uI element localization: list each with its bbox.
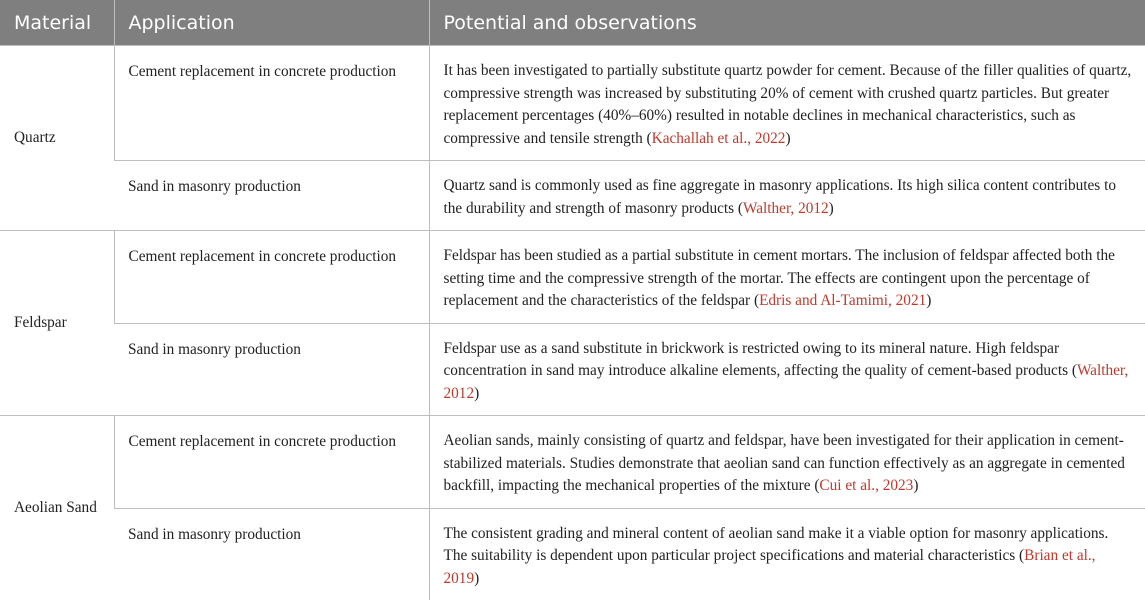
header-application: Application — [114, 0, 429, 46]
observation-text: The consistent grading and mineral content of aeolian sand make it a viable option for masonry applications. The suitability is dependent upon particular project specifications and material characteristics ( — [444, 525, 1109, 565]
observation-cell — [429, 508, 1145, 600]
application-cell: Cement replacement in concrete production — [114, 231, 429, 324]
observation-tail: ) — [474, 570, 479, 587]
citation-link[interactable]: Kachallah et al., 2022 — [652, 130, 786, 147]
observation-cell — [429, 231, 1145, 324]
observation-tail: ) — [913, 477, 918, 494]
application-cell: Cement replacement in concrete production — [114, 416, 429, 509]
observation-cell — [429, 323, 1145, 416]
application-cell: Sand in masonry production — [114, 323, 429, 416]
table-row — [0, 231, 1145, 324]
application-cell: Cement replacement in concrete production — [114, 46, 429, 161]
observation-tail: ) — [474, 385, 479, 402]
table-row — [0, 46, 1145, 161]
observation-tail: ) — [785, 130, 790, 147]
citation-link[interactable]: Brian et al., 2019 — [444, 547, 1096, 587]
header-observations: Potential and observations — [429, 0, 1145, 46]
header-row — [0, 0, 1145, 46]
table-row — [0, 323, 1145, 416]
citation-link[interactable]: Walther, 2012 — [743, 200, 829, 217]
observation-text: It has been investigated to partially substitute quartz powder for cement. Because of the filler qualities of quartz, compressive strength was increased by substituting 20% of cement with crushed quartz particles. But greater replacement percentages (40%–60%) resulted in notable declines in mechanical characteristics, such as compressive and tensile strength ( — [444, 62, 1132, 147]
observation-cell — [429, 46, 1145, 161]
observation-text: Feldspar has been studied as a partial substitute in cement mortars. The inclusion of feldspar affected both the setting time and the compressive strength of the mortar. The effects are contingent upon the percentage of replacement and the characteristics of the feldspar ( — [444, 247, 1115, 309]
header-material: Material — [0, 0, 114, 46]
material-cell-feldspar: Feldspar — [0, 231, 114, 416]
observation-cell — [429, 161, 1145, 231]
citation-link[interactable]: Walther, 2012 — [444, 362, 1129, 402]
observation-cell — [429, 416, 1145, 509]
observation-tail: ) — [829, 200, 834, 217]
application-cell: Sand in masonry production — [114, 161, 429, 231]
observation-text: Quartz sand is commonly used as fine aggregate in masonry applications. Its high silica content contributes to the durability and strength of masonry products ( — [444, 177, 1116, 217]
material-cell-aeolian-sand: Aeolian Sand — [0, 416, 114, 600]
observation-tail: ) — [926, 292, 931, 309]
table-row — [0, 508, 1145, 600]
material-cell-quartz: Quartz — [0, 46, 114, 231]
citation-link[interactable]: Cui et al., 2023 — [819, 477, 913, 494]
application-cell: Sand in masonry production — [114, 508, 429, 600]
citation-link[interactable]: Edris and Al-Tamimi, 2021 — [759, 292, 926, 309]
table-row — [0, 161, 1145, 231]
observation-text: Feldspar use as a sand substitute in brickwork is restricted owing to its mineral nature. High feldspar concentration in sand may introduce alkaline elements, affecting the quality of cement-based products ( — [444, 340, 1077, 380]
table-row — [0, 416, 1145, 509]
observation-text: Aeolian sands, mainly consisting of quartz and feldspar, have been investigated for their application in cement-stabilized materials. Studies demonstrate that aeolian sand can function effectively as an aggregate in cemented backfill, impacting the mechanical properties of the mixture ( — [444, 432, 1125, 494]
